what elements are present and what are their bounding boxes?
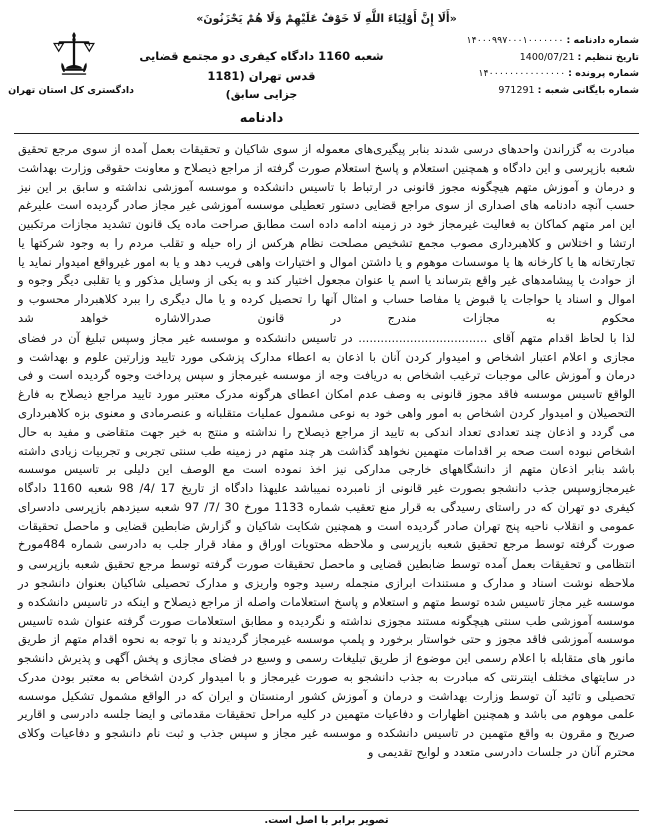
verdict-body [14, 140, 639, 762]
header-emblem-block [8, 27, 134, 96]
field-value: 1400/07/21 [519, 51, 575, 63]
field-label: شماره پرونده : [568, 68, 639, 80]
field-case-number [389, 66, 639, 83]
header-divider [14, 133, 639, 134]
document-header [8, 27, 639, 131]
paragraph-3: انتظامی و تحقیقات بعمل آمده توسط ضابطین قضایی و ماحصل تحقیقات صورت گرفته توسط مرجع تحقیق شعبه بازپرسی و ملاحظه نوشت اسناد و مدارک و مستندات ابرازی منجمله رسید وجوه واریزی و مدارک تحصیلی شاکیان بعنوان دانشجو در موسسه غیر مجاز تاسیس شده توسط متهم و استعلام و پاسخ استعلامات واصله از مراجع ذیصلاح و اینکه در تاسیس دانشکده و موسسه آموزشی طب سنتی هیچگونه مستند مجوزی نداشته و نگردیده و مطابق استعلامات صورت گرفته عنوان شده تاسیس موسسه آموزشی فاقد مجوز و حتی خواستار برخورد و پلمپ موسسه غیرمجاز گردیدند و با توجه به نحوه اقدام متهم از طریق مانور های متقابله با اعلام رسمی این موضوع از طریق تبلیغات رسمی و وسیع در فضای مجازی و پخش آگهی و پذیرش دانشجو در سایتهای مختلف اینترنتی که مبادرت به جذب دانشجو به صورت غیرمجاز و با امیدوار کردن اشخاص به معتبر بودن مدرک تحصیلی و تائید آن توسط وزارت بهداشت و درمان و آموزش کشور ارمنستان و ایران که در الواقع مشمول تشکیل موسسه علمی موهوم می باشد و همچنین اظهارات و دفاعیات متهمین در کلیه مراحل تحقیقات مقدماتی و ایضا جلسه دادرسی و اقاریر صریح و مقرون به واقع متهمین در تاسیس دانشکده و موسسه غیر مجاز و سپس جذب و ثبت نام دانشجو و دفاعیات وکلای محترم آنان در جلسات دادرسی متعدد و لوایح تقدیمی و [18, 557, 635, 759]
header-court-title [134, 27, 389, 126]
field-archive-number [389, 83, 639, 100]
court-branch-line: شعبه 1160 دادگاه کیفری دو مجتمع قضایی قدس تهران (1181 [139, 49, 384, 83]
field-date [389, 50, 639, 67]
organization-name: دادگستری کل استان تهران [8, 85, 134, 96]
field-label: شماره دادنامه : [566, 35, 639, 46]
document-footer [0, 810, 653, 826]
iran-emblem-icon [51, 29, 97, 81]
footer-certification-text: تصویر برابر با اصل است. [264, 815, 389, 826]
court-branch-sub: جزایی سابق) [225, 88, 298, 102]
field-label: تاریخ تنظیم : [577, 51, 639, 63]
paragraph-1: مبادرت به گزراندن واحدهای درسی شدند بنابر پیگیری‌های معموله از سوی شاکیان و تحقیقات بعمل آمده از سوی مرجع تحقیق شعبه بازپرسی و این دادگاه و همچنین استعلام و پاسخ استعلام صورت گرفته از مراجع ذیصلاح و معاونت حقوقی وزارت بهداشت و درمان و آموزش متهم هیچگونه مجوز قانونی در ارتباط با تاسیس دانشکده و موسسه آموزشی نداشته و سابق بر این نیز حسب آنچه دادنامه های اصداری از سوی مراجع قضایی دستور تعطیلی موسسه آموزشی غیر مجاز صادر گردیده است علیرغم این امر متهم کماکان به فعالیت غیرمجاز خود در زمینه ادامه داده است مطابق صراحت ماده یک قانون تشدید مجازات مرتکبین ارتشا و اختلاس و کلاهبرداری مصوب مجمع تشخیص مصلحت نظام هرکس از راه حیله و تقلب مردم را به وجود شرکتها یا تجارتخانه ها یا کارخانه ها یا موسسات موهوم و یا داشتن اموال و اختیارات واهی فریب دهد و یا به امور غیرواقع امیدوار نماید یا از حوادث یا پیشامدهای غیر واقع بترساند یا اسم یا عنوان مجعول اختیار کند و به یکی از وسایل مذکور و یا تقلبی دیگر وجوه و اموال و اسناد یا حواجات یا قبوض یا مفاصا حساب و امثال آنها را تحصیل کرده و یا مال دیگری را ببرد کلاهبردار محسوب و محکوم به مجازات مندرج در قانون صدرالاشاره خواهد شد [18, 142, 635, 326]
field-label: شماره بایگانی شعبه : [537, 84, 639, 96]
header-reference-fields [389, 27, 639, 100]
footer-divider [14, 810, 639, 811]
field-value: ۱۴۰۰۰۹۹۷۰۰۰۱۰۰۰۰۰۰۰ [466, 35, 564, 46]
paragraph-2: لذا با لحاظ اقدام متهم آقای ................................... در تاسیس دانشکده و موسسه غیر مجاز وسپس تبلیغ آن در فضای مجازی و اعلام اعتبار اشخاص و امیدوار کردن آنان با اذعان به اعطاء مدارک پزشکی مورد تایید وزارتین علوم و بهداشت و درمان و آموزش عالی موجبات ترغیب اشخاص به دریافت وجه از موسسه غیرمجاز و سپس پرداخت وجوه گردیده است و فی الواقع تاسیس موسسه فاقد مجوز قانونی به وصف عدم امکان اعطای هرگونه مدرک معتبر مورد تایید مراجع ذیصلاح به فارغ التحصیلان و امیدوار کردن اشخاص به امور واهی خود به نوعی مشمول عملیات متقلبانه و عنصرمادی و معنوی بزه کلاهبرداری می گردد و اذعان چند تعدادی تعداد اندکی به تایید از مراجع ذیصلاح را نداشته و منتج به خیر جهت متقاضی و مفید به حال اشخاص نبوده است صحه بر اقدامات متهمین نخواهد گذاشت هر چند متهم در زمینه طب سنتی تجربی و تجربیات زیادی داشته باشد بنابر اذعان متهم از دانشگاههای خارجی مدارکی نیز اخذ نموده است مع الوصف این دلیلی بر تاسیس موسسه غیرمجازوسپس جذب دانشجو بصورت غیر قانونی از نامبرده نمیباشد علیهذا دادگاه از تاریخ 17 /4/ 98 شعبه 1160 دادگاه کیفری دو تهران که در راستای رسیدگی به قرار منع تعقیب شماره 1133 مورخ 30 /7/ 97 شعبه سیزدهم بازپرسی دادسرای عمومی و انقلاب ناحیه پنج تهران صادر گردیده است و همچنین شکایت شاکیان و گزارش ضابطین قضایی و ماحصل تحقیقات صورت گرفته توسط مرجع تحقیق شعبه بازپرسی و ملاحظه محتویات اوراق و مفاد قرار جلب به دادرسی شماره 484مورخ [18, 330, 636, 552]
field-dadname-number [389, 33, 639, 50]
field-value: ۱۴۰۰۰۰۰۰۰۰۰۰۰۰۰۰۰ [478, 68, 566, 80]
bismillah-line: «أَلَا إِنَّ أَوْلِيَاءَ اللَّهِ لَا خَوْفٌ عَلَيْهِمْ وَلَا هُمْ يَحْزَنُونَ» [196, 12, 457, 25]
document-type-title: دادنامه [239, 110, 284, 126]
field-value: 971291 [498, 84, 535, 96]
